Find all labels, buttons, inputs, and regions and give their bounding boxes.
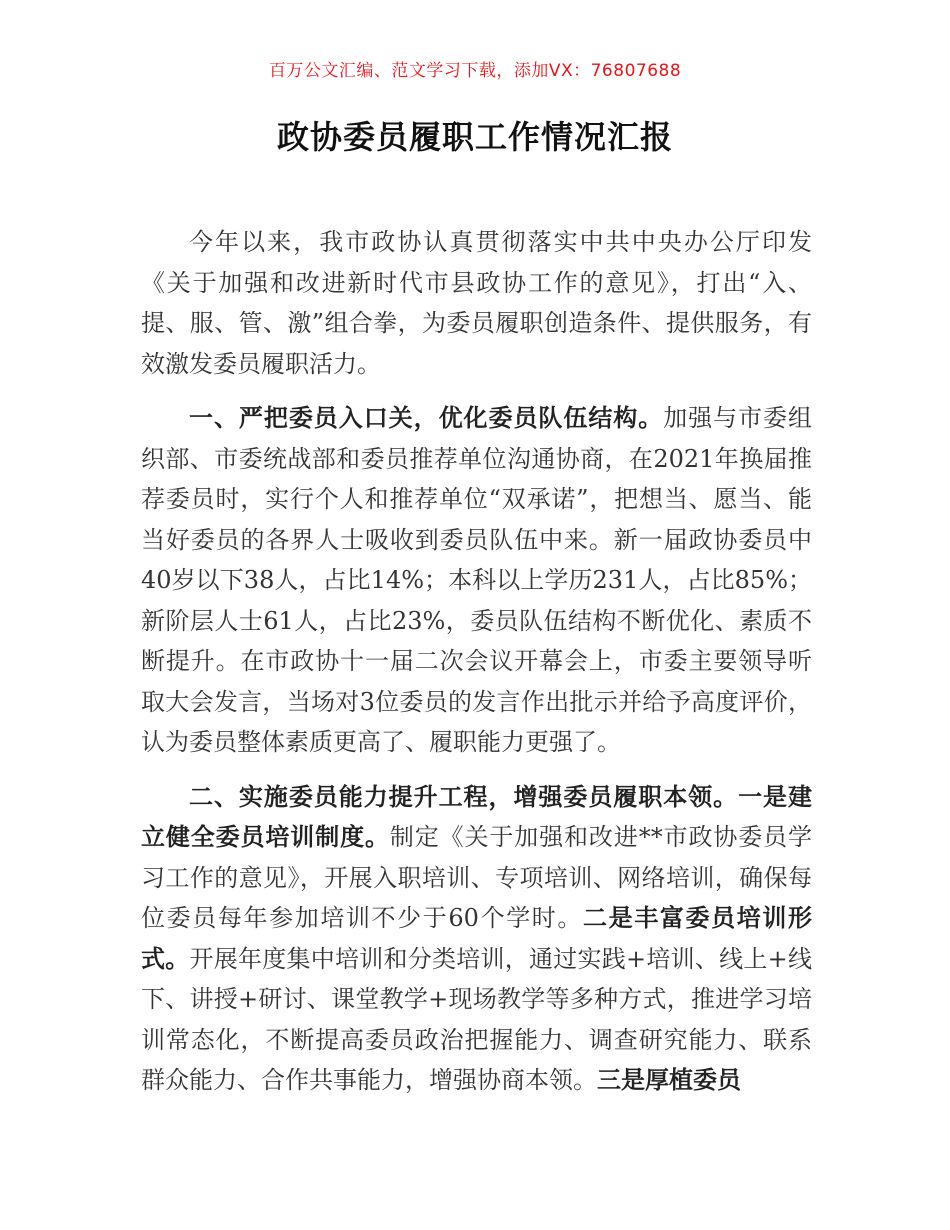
section-2-point-1-heading: 一是建立健全委员培训制度。 xyxy=(141,781,813,851)
section-2-point-2-text: 开展年度集中培训和分类培训，通过实践+培训、线上+线下、讲授+研讨、课堂教学+现场教学等多种方式，推进学习培训常态化，不断提高委员政治把握能力、调查研究能力、联系群众能力、合作共事能力，增强协商本领。 xyxy=(141,944,813,1094)
document-body xyxy=(141,222,812,1101)
section-2-heading: 二、实施委员能力提升工程，增强委员履职本领。 xyxy=(189,781,739,811)
section-2-point-2-heading: 二是丰富委员培训形式。 xyxy=(141,903,812,973)
section-2-point-3-heading: 三是厚植委员 xyxy=(597,1065,741,1094)
section-2-paragraph xyxy=(141,777,812,1101)
section-2-point-1-text: 制定《关于加强和改进**市政协委员学习工作的意见》，开展入职培训、专项培训、网络培训，确保每位委员每年参加培训不少于60个学时。 xyxy=(141,823,813,932)
page-title: 政协委员履职工作情况汇报 xyxy=(276,118,673,156)
header-promo-note: 百万公文汇编、范文学习下载，添加VX：76807688 xyxy=(268,61,682,81)
intro-paragraph: 今年以来，我市政协认真贯彻落实中共中央办公厅印发《关于加强和改进新时代市县政协工作的意见》，打出“入、提、服、管、激”组合拳，为委员履职创造条件、提供服务，有效激发委员履职活力。 xyxy=(141,228,812,378)
section-1-heading: 一、严把委员入口关，优化委员队伍结构。 xyxy=(189,403,664,432)
section-1-paragraph xyxy=(141,398,812,763)
section-1-text: 加强与市委组织部、市委统战部和委员推荐单位沟通协商，在2021年换届推荐委员时，实行个人和推荐单位“双承诺”，把想当、愿当、能当好委员的各界人士吸收到委员队伍中来。新一届政协委员中40岁以下38人，占比14%；本科以上学历231人，占比85%；新阶层人士61人，占比23%，委员队伍结构不断优化、素质不断提升。在市政协十一届二次会议开幕会上，市委主要领导听取大会发言，当场对3位委员的发言作出批示并给予高度评价，认为委员整体素质更高了、履职能力更强了。 xyxy=(141,404,813,756)
